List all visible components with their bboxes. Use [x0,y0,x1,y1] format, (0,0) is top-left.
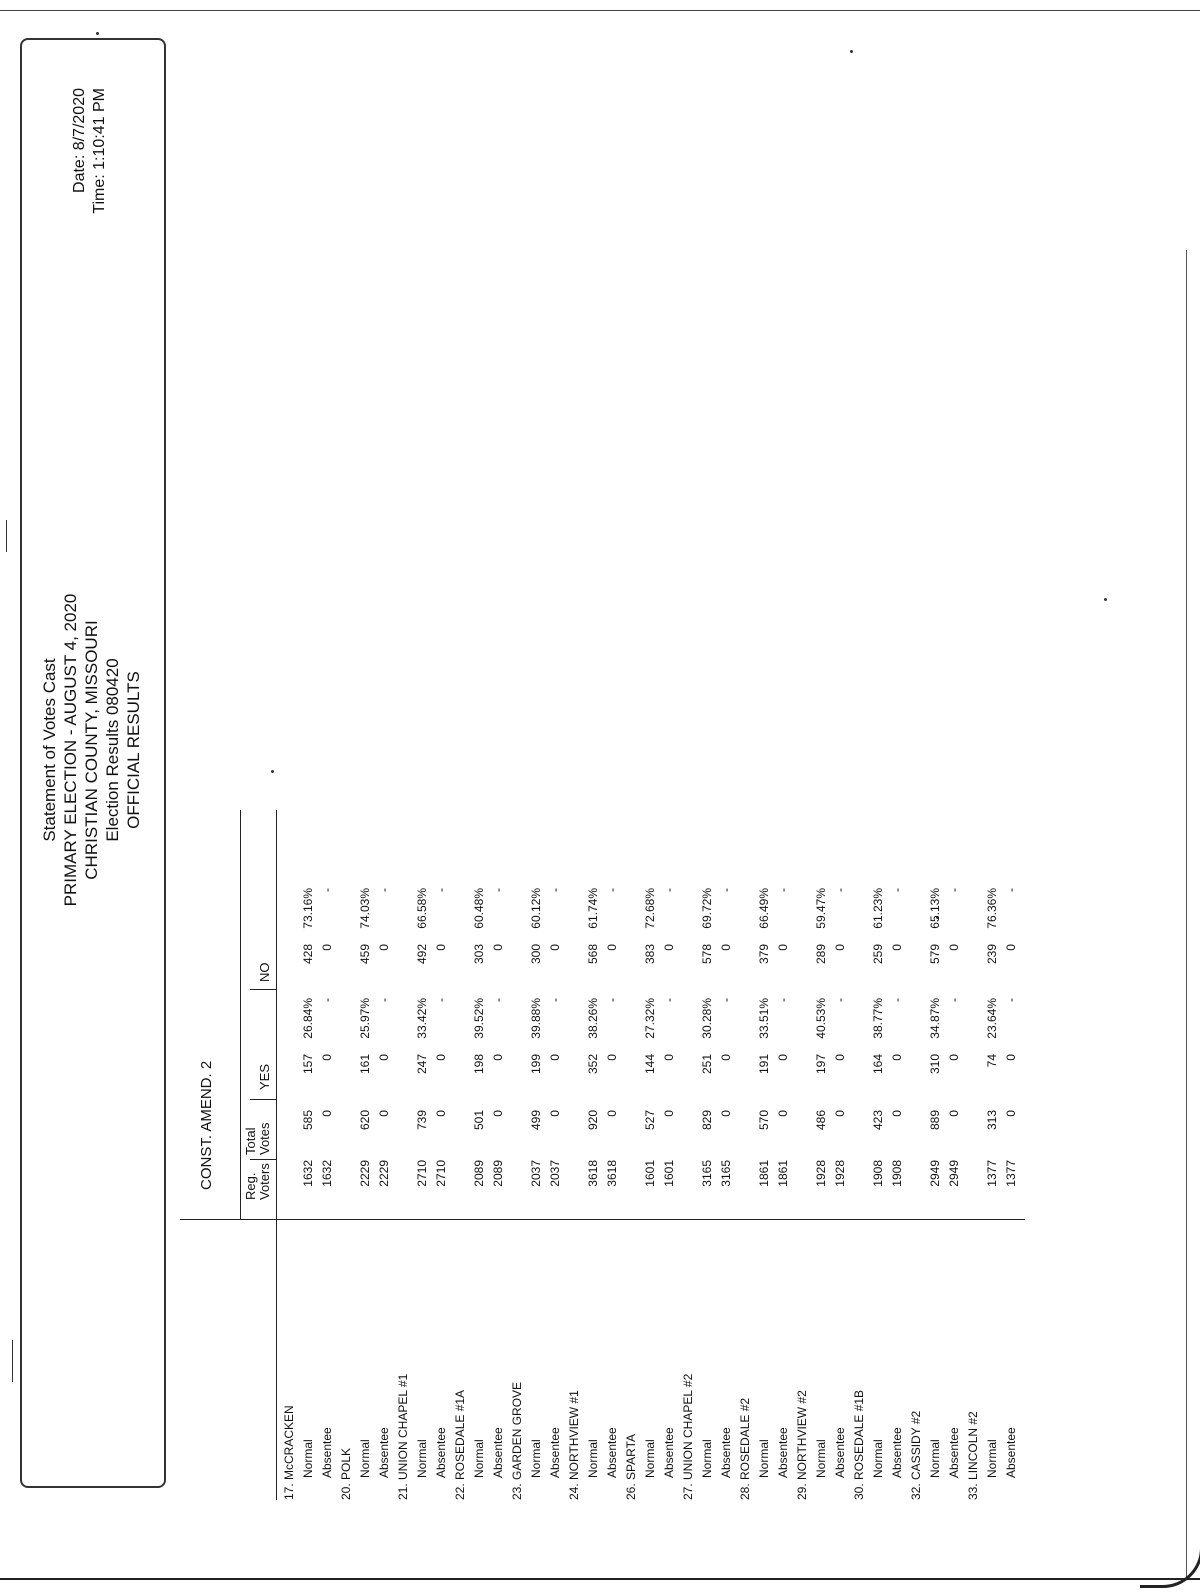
no-votes: 259 [871,944,885,965]
no-percent: - [491,888,505,892]
report-date: Date: 8/7/2020 [71,88,88,193]
col-head-reg-line1: Reg. [243,1172,258,1200]
total-votes: 0 [605,1110,619,1117]
table-row [584,260,602,1500]
title-line: CHRISTIAN COUNTY, MISSOURI [82,620,101,880]
total-votes: 620 [358,1110,372,1131]
total-votes: 501 [472,1110,486,1131]
no-votes: 379 [757,944,771,965]
reg-voters: 1377 [1004,1160,1018,1187]
yes-percent: 39.52% [472,998,486,1039]
reg-voters: 1632 [301,1160,315,1187]
total-votes: 739 [415,1110,429,1131]
total-votes: 499 [529,1110,543,1131]
yes-percent: - [833,998,847,1002]
reg-voters: 2949 [928,1160,942,1187]
no-percent: - [605,888,619,892]
reg-voters: 1861 [776,1160,790,1187]
reg-voters: 2037 [548,1160,562,1187]
vote-type-label: Normal [871,1439,885,1478]
yes-votes: 0 [833,1054,847,1061]
precinct-row [793,260,811,1500]
scan-speck [96,32,99,35]
reg-voters: 1928 [814,1160,828,1187]
column-rule [180,1219,276,1220]
vote-type-label: Absentee [377,1427,391,1478]
no-percent: - [947,888,961,892]
no-percent: - [719,888,733,892]
yes-percent: - [377,998,391,1002]
yes-votes: 247 [415,1054,429,1075]
table-row [888,260,906,1500]
yes-percent: 38.77% [871,998,885,1039]
scan-speck [850,50,853,53]
yes-votes: 0 [719,1054,733,1061]
report-header-box [20,38,166,1488]
vote-type-label: Normal [529,1439,543,1478]
yes-votes: 74 [985,1054,999,1068]
table-row [603,260,621,1500]
reg-voters: 2710 [415,1160,429,1187]
precinct-name: 24. NORTHVIEW #1 [567,1390,581,1500]
no-percent: 61.74% [586,888,600,929]
no-percent: - [833,888,847,892]
precinct-name: 17. McCRACKEN [282,1405,296,1500]
no-votes: 0 [1004,944,1018,951]
no-percent: 74.03% [358,888,372,929]
precinct-name: 30. ROSEDALE #1B [852,1389,866,1500]
total-votes: 423 [871,1110,885,1131]
vote-type-label: Absentee [890,1427,904,1478]
no-votes: 0 [548,944,562,951]
vote-type-label: Absentee [719,1427,733,1478]
precinct-row [850,260,868,1500]
yes-percent: - [890,998,904,1002]
precinct-name: 33. LINCOLN #2 [966,1411,980,1500]
vote-type-label: Normal [586,1439,600,1478]
vote-type-label: Normal [472,1439,486,1478]
yes-percent: - [662,998,676,1002]
yes-votes: 191 [757,1054,771,1075]
total-votes: 0 [719,1110,733,1117]
yes-percent: 30.28% [700,998,714,1039]
precinct-name: 32. CASSIDY #2 [909,1410,923,1500]
table-row [375,260,393,1500]
yes-votes: 0 [947,1054,961,1061]
yes-votes: 157 [301,1054,315,1075]
total-votes: 570 [757,1110,771,1131]
no-percent: - [548,888,562,892]
precinct-name: 23. GARDEN GROVE [510,1381,524,1500]
no-votes: 303 [472,944,486,965]
table-row [698,260,716,1500]
total-votes: 829 [700,1110,714,1131]
no-votes: 289 [814,944,828,965]
table-row [318,260,336,1500]
table-row [983,260,1001,1500]
no-votes: 492 [415,944,429,965]
vote-type-label: Normal [415,1439,429,1478]
precinct-row [280,260,298,1500]
total-votes: 585 [301,1110,315,1131]
col-head-reg [244,1163,272,1200]
header-rule [276,810,277,1500]
total-votes: 0 [491,1110,505,1117]
yes-percent: - [719,998,733,1002]
yes-percent: 23.64% [985,998,999,1039]
reg-voters: 2949 [947,1160,961,1187]
col-head-total-line1: Total [243,1127,258,1155]
reg-voters: 2089 [491,1160,505,1187]
precinct-row [565,260,583,1500]
vote-type-label: Absentee [434,1427,448,1478]
vote-type-label: Normal [643,1439,657,1478]
yes-votes: 0 [776,1054,790,1061]
precinct-row [736,260,754,1500]
total-votes: 0 [662,1110,676,1117]
no-percent: - [776,888,790,892]
table-row [812,260,830,1500]
no-percent: - [662,888,676,892]
no-votes: 0 [491,944,505,951]
reg-voters: 2229 [358,1160,372,1187]
yes-percent: - [1004,998,1018,1002]
table-row [299,260,317,1500]
yes-votes: 199 [529,1054,543,1075]
reg-voters: 1928 [833,1160,847,1187]
table-row [641,260,659,1500]
yes-votes: 0 [548,1054,562,1061]
table-row [413,260,431,1500]
table-row [774,260,792,1500]
yes-votes: 164 [871,1054,885,1075]
no-votes: 459 [358,944,372,965]
no-votes: 428 [301,944,315,965]
reg-voters: 2229 [377,1160,391,1187]
yes-votes: 0 [605,1054,619,1061]
precinct-row [508,260,526,1500]
no-votes: 0 [662,944,676,951]
total-votes: 0 [947,1110,961,1117]
col-head-no: NO [257,962,272,982]
precinct-name: 20. POLK [339,1447,353,1500]
vote-type-label: Normal [814,1439,828,1478]
contest-title: CONST. AMEND. 2 [198,1060,215,1190]
total-votes: 0 [890,1110,904,1117]
vote-type-label: Normal [928,1439,942,1478]
yes-votes: 310 [928,1054,942,1075]
reg-voters: 1908 [871,1160,885,1187]
total-votes: 0 [1004,1110,1018,1117]
table-row [869,260,887,1500]
yes-percent: - [605,998,619,1002]
column-rule [250,1159,276,1160]
vote-type-label: Absentee [605,1427,619,1478]
scan-edge-top [0,10,1200,11]
reg-voters: 3618 [586,1160,600,1187]
reg-voters: 1601 [662,1160,676,1187]
title-line: OFFICIAL RESULTS [124,671,143,829]
table-row [945,260,963,1500]
total-votes: 0 [434,1110,448,1117]
report-title-block [39,450,189,1050]
no-percent: 69.72% [700,888,714,929]
total-votes: 0 [320,1110,334,1117]
total-votes: 0 [548,1110,562,1117]
no-percent: 60.48% [472,888,486,929]
precinct-name: 26. SPARTA [624,1433,638,1500]
no-percent: - [377,888,391,892]
precinct-name: 29. NORTHVIEW #2 [795,1390,809,1500]
yes-votes: 0 [1004,1054,1018,1061]
column-rule [276,1219,1025,1220]
no-percent: 65.13% [928,888,942,929]
yes-percent: - [548,998,562,1002]
precinct-row [679,260,697,1500]
table-row [432,260,450,1500]
yes-votes: 352 [586,1054,600,1075]
yes-votes: 251 [700,1054,714,1075]
vote-type-label: Normal [301,1439,315,1478]
no-votes: 0 [719,944,733,951]
no-votes: 0 [833,944,847,951]
no-votes: 0 [890,944,904,951]
yes-percent: - [491,998,505,1002]
reg-voters: 1601 [643,1160,657,1187]
no-percent: - [320,888,334,892]
vote-type-label: Absentee [947,1427,961,1478]
page-curl [1140,1545,1200,1588]
table-row [1002,260,1020,1500]
precinct-row [337,260,355,1500]
no-votes: 0 [377,944,391,951]
no-votes: 0 [776,944,790,951]
title-line: Election Results 080420 [103,658,122,842]
vote-type-label: Absentee [662,1427,676,1478]
no-votes: 300 [529,944,543,965]
total-votes: 486 [814,1110,828,1131]
precinct-name: 21. UNION CHAPEL #1 [396,1373,410,1500]
reg-voters: 1908 [890,1160,904,1187]
yes-votes: 0 [890,1054,904,1061]
precinct-row [907,260,925,1500]
yes-percent: 25.97% [358,998,372,1039]
yes-votes: 0 [377,1054,391,1061]
yes-votes: 161 [358,1054,372,1075]
no-percent: 73.16% [301,888,315,929]
no-votes: 239 [985,944,999,965]
reg-voters: 1861 [757,1160,771,1187]
precinct-name: 28. ROSEDALE #2 [738,1397,752,1500]
title-line: PRIMARY ELECTION - AUGUST 4, 2020 [61,593,80,907]
yes-votes: 0 [320,1054,334,1061]
precinct-row [451,260,469,1500]
yes-percent: 27.32% [643,998,657,1039]
vote-type-label: Absentee [776,1427,790,1478]
precinct-name: 22. ROSEDALE #1A [453,1389,467,1500]
title-line: Statement of Votes Cast [40,658,59,842]
reg-voters: 3165 [700,1160,714,1187]
table-row [831,260,849,1500]
no-percent: - [890,888,904,892]
yes-percent: 34.87% [928,998,942,1039]
table-row [755,260,773,1500]
yes-votes: 0 [662,1054,676,1061]
yes-percent: - [320,998,334,1002]
scan-mark [6,520,7,552]
yes-percent: 26.84% [301,998,315,1039]
yes-percent: 40.53% [814,998,828,1039]
reg-voters: 1377 [985,1160,999,1187]
vote-type-label: Normal [700,1439,714,1478]
reg-voters: 3165 [719,1160,733,1187]
no-percent: 59.47% [814,888,828,929]
no-percent: 66.58% [415,888,429,929]
total-votes: 0 [776,1110,790,1117]
total-votes: 0 [833,1110,847,1117]
header-rule [240,810,241,1220]
no-percent: 61.23% [871,888,885,929]
vote-type-label: Absentee [833,1427,847,1478]
yes-votes: 198 [472,1054,486,1075]
report-time: Time: 1:10:41 PM [91,88,108,214]
table-row [926,260,944,1500]
no-votes: 0 [320,944,334,951]
yes-percent: 33.42% [415,998,429,1039]
vote-type-label: Absentee [491,1427,505,1478]
vote-type-label: Absentee [320,1427,334,1478]
total-votes: 313 [985,1110,999,1131]
yes-votes: 0 [434,1054,448,1061]
total-votes: 920 [586,1110,600,1131]
vote-type-label: Absentee [1004,1427,1018,1478]
reg-voters: 2089 [472,1160,486,1187]
yes-percent: - [947,998,961,1002]
no-votes: 0 [434,944,448,951]
vote-type-label: Normal [358,1439,372,1478]
precinct-name: 27. UNION CHAPEL #2 [681,1373,695,1500]
table-row [527,260,545,1500]
total-votes: 0 [377,1110,391,1117]
results-table [180,200,1200,1500]
total-votes: 889 [928,1110,942,1131]
scan-edge-bottom [0,1578,1200,1580]
yes-votes: 0 [491,1054,505,1061]
report-date-block [70,88,114,288]
no-percent: 76.36% [985,888,999,929]
no-percent: - [434,888,448,892]
no-votes: 578 [700,944,714,965]
table-row [489,260,507,1500]
precinct-row [964,260,982,1500]
column-rule [250,1099,276,1100]
no-percent: 60.12% [529,888,543,929]
reg-voters: 1632 [320,1160,334,1187]
table-row [717,260,735,1500]
reg-voters: 2037 [529,1160,543,1187]
col-head-yes: YES [257,1063,272,1090]
no-votes: 579 [928,944,942,965]
no-votes: 383 [643,944,657,965]
yes-percent: - [434,998,448,1002]
no-percent: 66.49% [757,888,771,929]
reg-voters: 3618 [605,1160,619,1187]
vote-type-label: Absentee [548,1427,562,1478]
yes-percent: - [776,998,790,1002]
yes-votes: 197 [814,1054,828,1075]
total-votes: 527 [643,1110,657,1131]
col-head-total-line2: Votes [257,1122,272,1155]
reg-voters: 2710 [434,1160,448,1187]
yes-votes: 144 [643,1054,657,1075]
table-row [470,260,488,1500]
yes-percent: 38.26% [586,998,600,1039]
no-votes: 0 [947,944,961,951]
vote-type-label: Normal [985,1439,999,1478]
no-votes: 568 [586,944,600,965]
table-row [356,260,374,1500]
col-head-total [244,1122,272,1155]
no-votes: 0 [605,944,619,951]
column-rule [250,989,276,990]
precinct-row [394,260,412,1500]
scan-mark [12,1340,13,1382]
yes-percent: 39.88% [529,998,543,1039]
table-row [660,260,678,1500]
no-percent: 72.68% [643,888,657,929]
yes-percent: 33.51% [757,998,771,1039]
precinct-row [622,260,640,1500]
no-percent: - [1004,888,1018,892]
col-head-reg-line2: Voters [257,1163,272,1200]
table-row [546,260,564,1500]
vote-type-label: Normal [757,1439,771,1478]
